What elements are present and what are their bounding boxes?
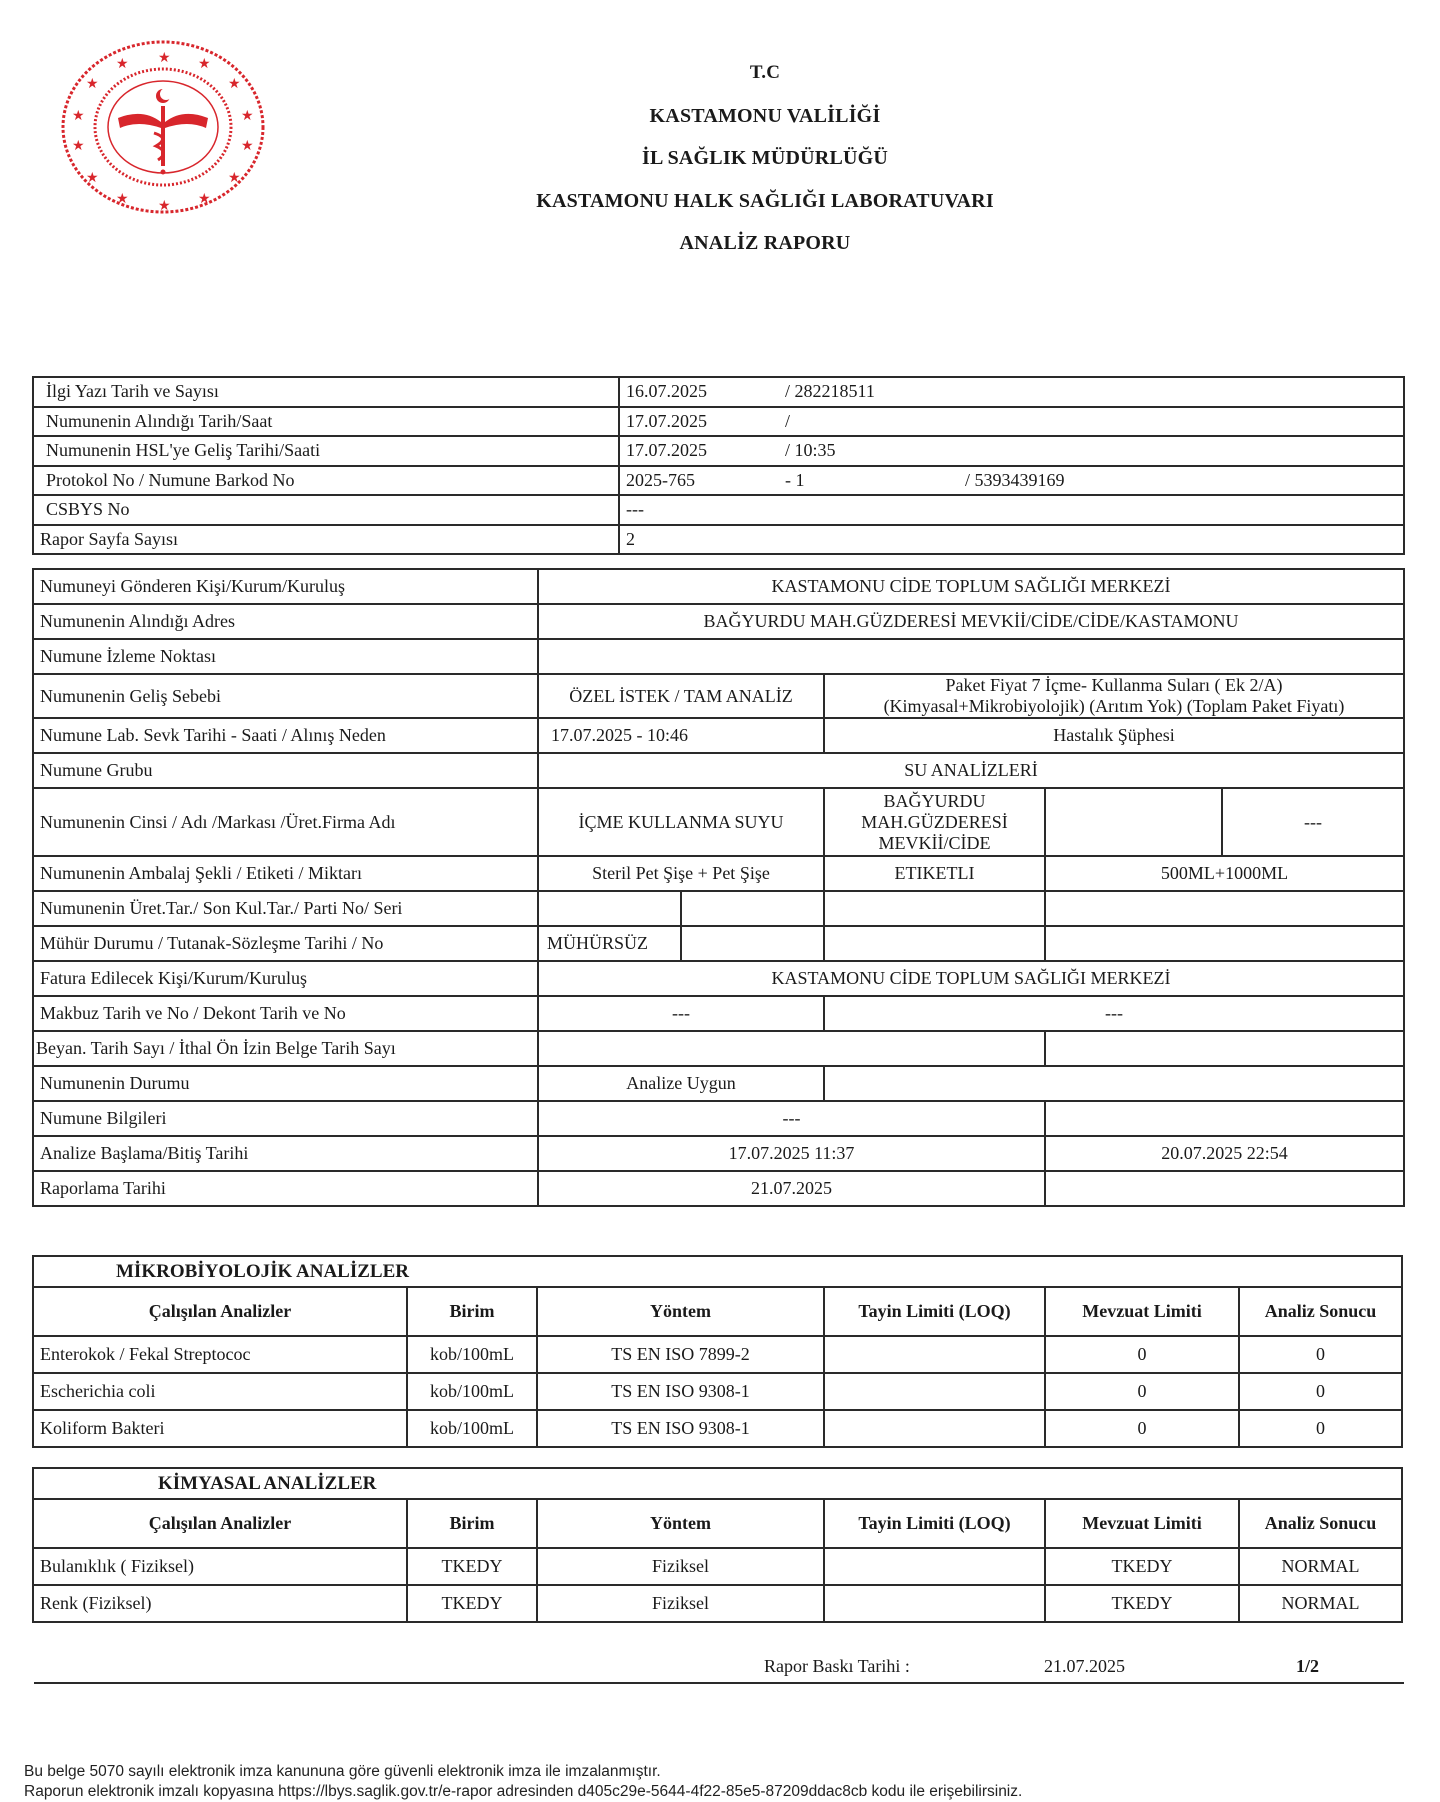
- prod-date: [538, 891, 681, 926]
- row-value: [779, 525, 959, 555]
- type-brand: [1045, 788, 1222, 856]
- row-value: 16.07.2025: [619, 377, 779, 407]
- row-value: 2: [619, 525, 779, 555]
- type-value: İÇME KULLANMA SUYU: [538, 788, 824, 856]
- row-label: Numuneyi Gönderen Kişi/Kurum/Kuruluş: [33, 569, 538, 604]
- type-name-line-2: MAH.GÜZDERESİ: [861, 811, 1008, 832]
- expiry-date: [681, 891, 824, 926]
- print-date-label: Rapor Baskı Tarihi :: [764, 1656, 910, 1676]
- pack-shape: Steril Pet Şişe + Pet Şişe: [538, 856, 824, 891]
- svg-text:★: ★: [86, 76, 99, 92]
- table-row: [33, 753, 1404, 788]
- row-value: [959, 436, 1404, 466]
- table-row: [33, 436, 1404, 466]
- row-value: [779, 495, 959, 525]
- header-directorate: İL SAĞLIK MÜDÜRLÜĞÜ: [641, 147, 889, 169]
- status-extra: [824, 1066, 1404, 1101]
- row-label: Beyan. Tarih Sayı / İthal Ön İzin Belge Tarih Sayı: [33, 1031, 538, 1066]
- row-label: Numune Lab. Sevk Tarihi - Saati / Alınış Neden: [33, 718, 538, 753]
- status-value: Analize Uygun: [538, 1066, 824, 1101]
- analysis-method: TS EN ISO 9308-1: [537, 1373, 824, 1410]
- type-name: [824, 788, 1045, 856]
- svg-text:★: ★: [116, 191, 129, 207]
- receipt-value: ---: [538, 996, 824, 1031]
- batch-no: [824, 891, 1045, 926]
- dekont-value: ---: [824, 996, 1404, 1031]
- record-extra: [1045, 926, 1404, 961]
- dispatch-value: 17.07.2025 - 10:46: [538, 718, 824, 753]
- row-value: 17.07.2025: [619, 436, 779, 466]
- pack-label-value: ETIKETLI: [824, 856, 1045, 891]
- print-footer: [34, 1654, 1404, 1684]
- col-header: Tayin Limiti (LOQ): [824, 1287, 1045, 1336]
- table-row: [33, 639, 1404, 674]
- ministry-of-health-seal-logo: [58, 38, 268, 216]
- svg-text:★: ★: [116, 56, 129, 72]
- svg-text:★: ★: [198, 56, 211, 72]
- row-value: [959, 495, 1404, 525]
- analysis-result: NORMAL: [1239, 1585, 1402, 1622]
- analysis-start: 17.07.2025 11:37: [538, 1136, 1045, 1171]
- table-row: [33, 466, 1404, 496]
- analysis-loq: [824, 1410, 1045, 1447]
- print-date: 21.07.2025: [1044, 1656, 1125, 1676]
- analysis-method: Fiziksel: [537, 1585, 824, 1622]
- analysis-name: Renk (Fiziksel): [33, 1585, 407, 1622]
- row-label: Numune Grubu: [33, 753, 538, 788]
- row-value: [959, 377, 1404, 407]
- decl-value: [538, 1031, 1045, 1066]
- e-signature-notice: [24, 1762, 1022, 1802]
- analysis-loq: [824, 1373, 1045, 1410]
- svg-text:★: ★: [228, 170, 241, 186]
- analysis-unit: TKEDY: [407, 1548, 537, 1585]
- analysis-unit: kob/100mL: [407, 1373, 537, 1410]
- reference-info-table: [32, 376, 1405, 555]
- table-row: [33, 1066, 1404, 1101]
- row-value: / 5393439169: [959, 466, 1404, 496]
- invoice-value: KASTAMONU CİDE TOPLUM SAĞLIĞI MERKEZİ: [538, 961, 1404, 996]
- table-row: [33, 407, 1404, 437]
- table-row: [33, 1171, 1404, 1206]
- analysis-loq: [824, 1336, 1045, 1373]
- row-label: Makbuz Tarih ve No / Dekont Tarih ve No: [33, 996, 538, 1031]
- row-label: Analize Başlama/Bitiş Tarihi: [33, 1136, 538, 1171]
- col-header: Çalışılan Analizler: [33, 1287, 407, 1336]
- svg-text:★: ★: [158, 50, 171, 66]
- table-row: [33, 1410, 1402, 1447]
- section-title: KİMYASAL ANALİZLER: [33, 1468, 1402, 1499]
- table-row: [33, 1373, 1402, 1410]
- package-line-1: Paket Fiyat 7 İçme- Kullanma Suları ( Ek 2/A): [945, 675, 1283, 695]
- info-value: ---: [538, 1101, 1045, 1136]
- row-label: Numunenin Alındığı Tarih/Saat: [33, 407, 619, 437]
- col-header: Mevzuat Limiti: [1045, 1499, 1239, 1548]
- analysis-limit: 0: [1045, 1410, 1239, 1447]
- row-label: Mühür Durumu / Tutanak-Sözleşme Tarihi / No: [33, 926, 538, 961]
- col-header: Yöntem: [537, 1499, 824, 1548]
- table-row: [33, 1031, 1404, 1066]
- table-row: [33, 674, 1404, 718]
- row-value: [959, 407, 1404, 437]
- e-signature-line-2: Raporun elektronik imzalı kopyasına https://lbys.saglik.gov.tr/e-rapor adresinden d405c29e-5644-4f22-85e5-87209ddac8cb kodu ile erişebilirsiniz.: [24, 1783, 1023, 1800]
- svg-text:★: ★: [158, 198, 171, 214]
- analysis-limit: TKEDY: [1045, 1585, 1239, 1622]
- svg-text:★: ★: [198, 191, 211, 207]
- table-row: [33, 495, 1404, 525]
- analysis-name: Bulanıklık ( Fiziksel): [33, 1548, 407, 1585]
- header-governorship: KASTAMONU VALİLİĞİ: [649, 104, 881, 127]
- table-row: [33, 604, 1404, 639]
- col-header: Analiz Sonucu: [1239, 1287, 1402, 1336]
- analysis-result: 0: [1239, 1373, 1402, 1410]
- table-row: [33, 718, 1404, 753]
- report-date: 21.07.2025: [538, 1171, 1045, 1206]
- page-number: 1/2: [1296, 1656, 1320, 1676]
- analysis-name: Koliform Bakteri: [33, 1410, 407, 1447]
- svg-text:★: ★: [241, 108, 254, 124]
- analysis-name: Escherichia coli: [33, 1373, 407, 1410]
- chemical-analyses-table: [32, 1467, 1403, 1623]
- analysis-method: TS EN ISO 9308-1: [537, 1410, 824, 1447]
- section-title-row: [33, 1468, 1402, 1499]
- row-label: Numunenin Ambalaj Şekli / Etiketi / Miktarı: [33, 856, 538, 891]
- import-permit-value: [1045, 1031, 1404, 1066]
- header-tc: T.C: [749, 62, 781, 83]
- table-row: [33, 856, 1404, 891]
- col-header: Birim: [407, 1499, 537, 1548]
- table-row: [33, 569, 1404, 604]
- row-label: İlgi Yazı Tarih ve Sayısı: [33, 377, 619, 407]
- table-row: [33, 996, 1404, 1031]
- analysis-method: Fiziksel: [537, 1548, 824, 1585]
- type-name-line-1: BAĞYURDU: [883, 790, 986, 811]
- package-value: [824, 674, 1404, 718]
- col-header: Mevzuat Limiti: [1045, 1287, 1239, 1336]
- table-row: [33, 788, 1404, 856]
- dispatch-reason: Hastalık Şüphesi: [824, 718, 1404, 753]
- row-label: Protokol No / Numune Barkod No: [33, 466, 619, 496]
- pack-amount: 500ML+1000ML: [1045, 856, 1404, 891]
- row-label: Numunenin Cinsi / Adı /Markası /Üret.Firma Adı: [33, 788, 538, 856]
- analysis-limit: 0: [1045, 1373, 1239, 1410]
- table-row: [33, 1585, 1402, 1622]
- table-row: [33, 1548, 1402, 1585]
- svg-text:★: ★: [241, 138, 254, 154]
- svg-text:★: ★: [86, 170, 99, 186]
- address-value: BAĞYURDU MAH.GÜZDERESİ MEVKİİ/CİDE/CİDE/KASTAMONU: [538, 604, 1404, 639]
- analysis-unit: TKEDY: [407, 1585, 537, 1622]
- analysis-method: TS EN ISO 7899-2: [537, 1336, 824, 1373]
- row-label: Numunenin Alındığı Adres: [33, 604, 538, 639]
- package-line-2: (Kimyasal+Mikrobiyolojik) (Arıtım Yok) (Toplam Paket Fiyatı): [883, 696, 1345, 716]
- header-report-title: ANALİZ RAPORU: [679, 232, 851, 254]
- type-name-line-3: MEVKİİ/CİDE: [878, 832, 991, 853]
- row-label: Fatura Edilecek Kişi/Kurum/Kuruluş: [33, 961, 538, 996]
- row-value: / 10:35: [779, 436, 959, 466]
- table-row: [33, 1136, 1404, 1171]
- row-value: 17.07.2025: [619, 407, 779, 437]
- row-label: Numunenin Durumu: [33, 1066, 538, 1101]
- sender-value: KASTAMONU CİDE TOPLUM SAĞLIĞI MERKEZİ: [538, 569, 1404, 604]
- col-header: Analiz Sonucu: [1239, 1499, 1402, 1548]
- table-row: [33, 926, 1404, 961]
- row-value: - 1: [779, 466, 959, 496]
- row-label: Numunenin Üret.Tar./ Son Kul.Tar./ Parti No/ Seri: [33, 891, 538, 926]
- analysis-unit: kob/100mL: [407, 1410, 537, 1447]
- report-header: [430, 52, 1100, 265]
- table-row: [33, 377, 1404, 407]
- analysis-end: 20.07.2025 22:54: [1045, 1136, 1404, 1171]
- row-value: [959, 525, 1404, 555]
- header-row: [33, 1499, 1402, 1548]
- analysis-name: Enterokok / Fekal Streptococ: [33, 1336, 407, 1373]
- monitor-value: [538, 639, 1404, 674]
- section-title: MİKROBİYOLOJİK ANALİZLER: [33, 1256, 1402, 1287]
- svg-text:★: ★: [228, 76, 241, 92]
- row-label: Numunenin HSL'ye Geliş Tarihi/Saati: [33, 436, 619, 466]
- table-row: [33, 525, 1404, 555]
- row-value: /: [779, 407, 959, 437]
- analysis-result: 0: [1239, 1410, 1402, 1447]
- row-value: / 282218511: [779, 377, 959, 407]
- table-row: [33, 1336, 1402, 1373]
- row-label: Rapor Sayfa Sayısı: [33, 525, 619, 555]
- table-row: [33, 1101, 1404, 1136]
- info-extra: [1045, 1101, 1404, 1136]
- row-label: Numune İzleme Noktası: [33, 639, 538, 674]
- col-header: Birim: [407, 1287, 537, 1336]
- record-date: [681, 926, 824, 961]
- row-label: Raporlama Tarihi: [33, 1171, 538, 1206]
- analysis-loq: [824, 1585, 1045, 1622]
- analysis-loq: [824, 1548, 1045, 1585]
- row-value: ---: [619, 495, 779, 525]
- row-label: Numune Bilgileri: [33, 1101, 538, 1136]
- record-no: [824, 926, 1045, 961]
- analysis-result: 0: [1239, 1336, 1402, 1373]
- row-label: CSBYS No: [33, 495, 619, 525]
- seal-value: MÜHÜRSÜZ: [538, 926, 681, 961]
- sample-info-table: [32, 568, 1405, 1207]
- table-row: [33, 961, 1404, 996]
- analysis-limit: 0: [1045, 1336, 1239, 1373]
- analysis-result: NORMAL: [1239, 1548, 1402, 1585]
- microbiology-analyses-table: [32, 1255, 1403, 1448]
- table-row: [33, 891, 1404, 926]
- col-header: Yöntem: [537, 1287, 824, 1336]
- serial-no: [1045, 891, 1404, 926]
- group-value: SU ANALİZLERİ: [538, 753, 1404, 788]
- analysis-unit: kob/100mL: [407, 1336, 537, 1373]
- row-label: Numunenin Geliş Sebebi: [33, 674, 538, 718]
- col-header: Tayin Limiti (LOQ): [824, 1499, 1045, 1548]
- row-value: 2025-765: [619, 466, 779, 496]
- e-signature-line-1: Bu belge 5070 sayılı elektronik imza kanununa göre güvenli elektronik imza ile imzalanmıştır.: [24, 1763, 661, 1780]
- report-extra: [1045, 1171, 1404, 1206]
- section-title-row: [33, 1256, 1402, 1287]
- col-header: Çalışılan Analizler: [33, 1499, 407, 1548]
- reason-value: ÖZEL İSTEK / TAM ANALİZ: [538, 674, 824, 718]
- svg-text:★: ★: [72, 108, 85, 124]
- analysis-limit: TKEDY: [1045, 1548, 1239, 1585]
- type-firm: ---: [1222, 788, 1404, 856]
- header-laboratory: KASTAMONU HALK SAĞLIĞI LABORATUVARI: [536, 189, 994, 212]
- svg-text:★: ★: [72, 138, 85, 154]
- header-row: [33, 1287, 1402, 1336]
